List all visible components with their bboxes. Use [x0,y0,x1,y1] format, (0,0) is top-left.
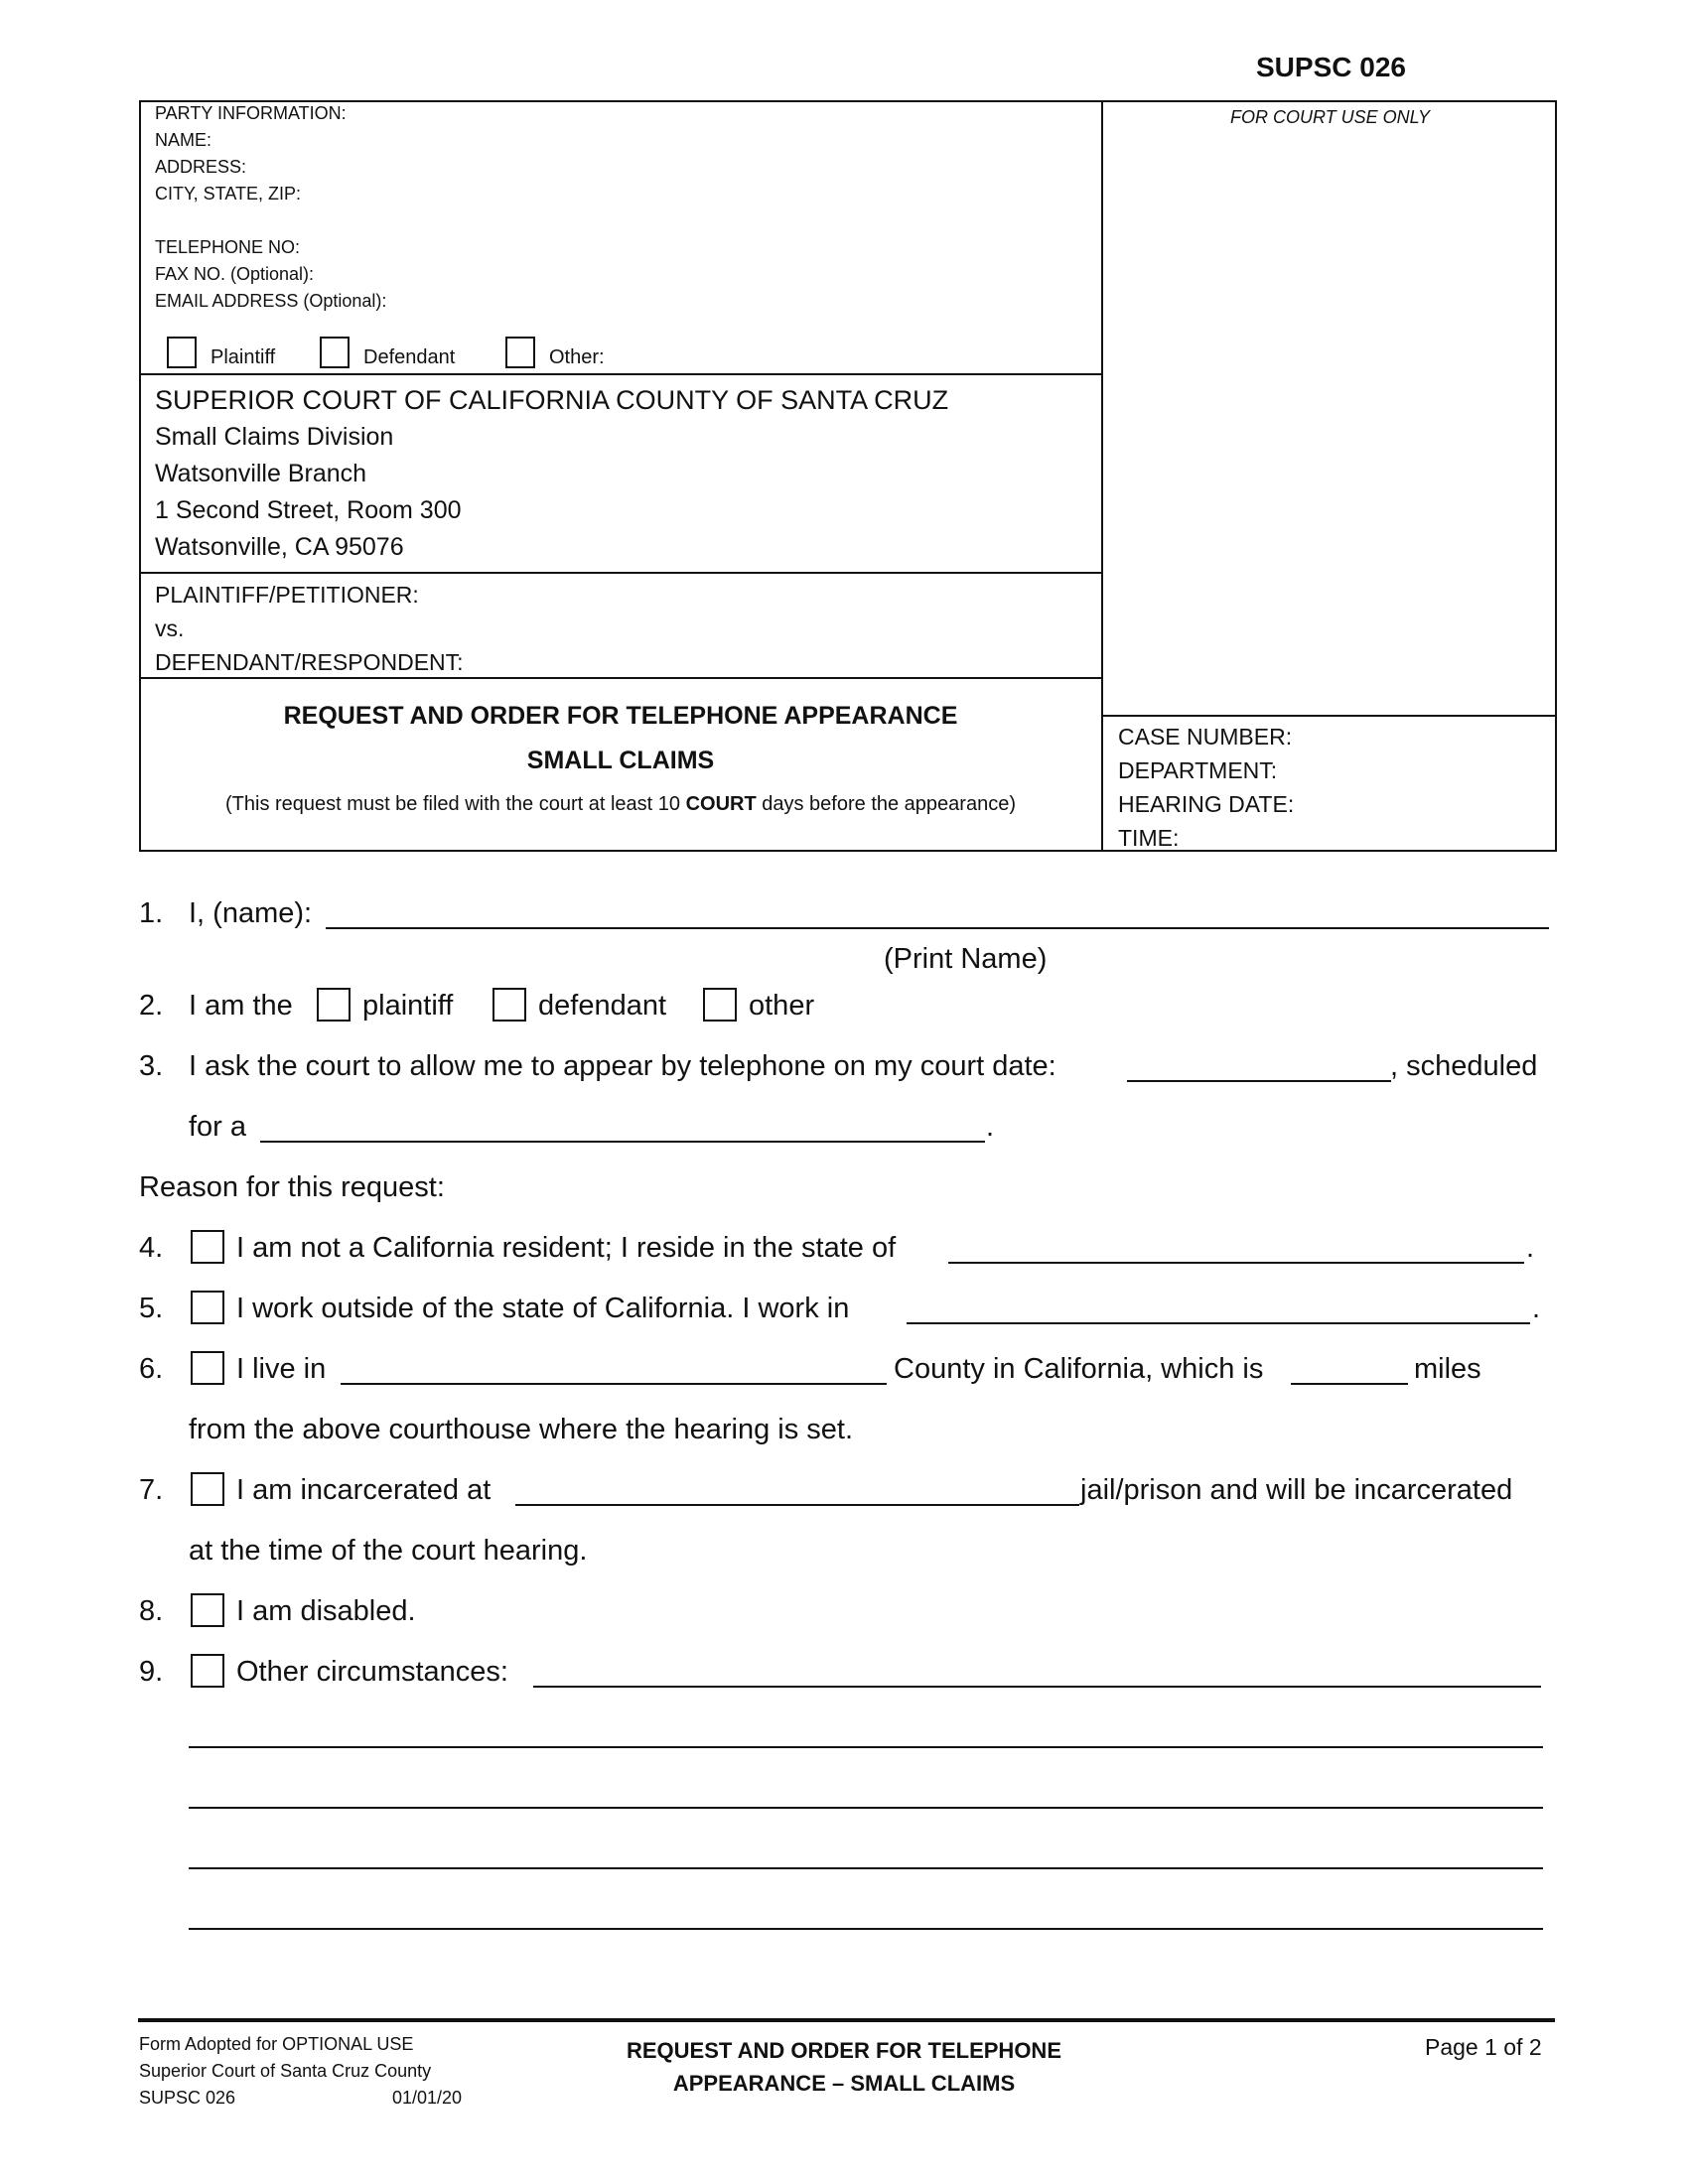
reason-7-checkbox[interactable] [191,1472,224,1506]
item-3-number: 3. [139,1050,164,1082]
role-plaintiff-checkbox[interactable] [167,337,197,368]
hearing-date-label: HEARING DATE: [1118,791,1295,817]
item-3-period: . [986,1111,995,1143]
item-3-text: I ask the court to allow me to appear by telephone on my court date: [189,1050,1056,1082]
party-fax-label: FAX NO. (Optional): [155,264,315,284]
defendant-label: DEFENDANT/RESPONDENT: [155,649,464,675]
item-4-number: 4. [139,1232,164,1264]
footer-code: SUPSC 026 [139,2088,236,2108]
role-defendant-label: Defendant [363,346,456,368]
role-other-label: Other: [549,346,605,368]
item-3-for-a: for a [189,1111,247,1143]
case-number-label: CASE NUMBER: [1118,724,1293,750]
item-6-miles: miles [1414,1353,1481,1385]
party-plaintiff-checkbox[interactable] [317,988,351,1022]
party-city-label: CITY, STATE, ZIP: [155,184,302,204]
footer-court: Superior Court of Santa Cruz County [139,2061,432,2081]
reason-heading: Reason for this request: [139,1171,445,1203]
party-phone-label: TELEPHONE NO: [155,237,301,257]
parties-block [155,578,464,679]
item-8-text: I am disabled. [236,1595,416,1627]
footer-page-number: Page 1 of 2 [1425,2034,1542,2060]
plaintiff-label: PLAINTIFF/PETITIONER: [155,582,419,608]
other-circumstances-line-3[interactable] [189,1807,1543,1809]
state-of-residence-line[interactable] [948,1262,1524,1264]
court-use-label: FOR COURT USE ONLY [1229,107,1431,127]
court-parties-divider [139,572,1102,574]
item-8-number: 8. [139,1595,164,1627]
time-label: TIME: [1118,825,1180,851]
party-defendant-checkbox[interactable] [492,988,526,1022]
party-email-label: EMAIL ADDRESS (Optional): [155,291,387,311]
party-plaintiff-option: plaintiff [362,990,454,1022]
footer-title [556,2034,1132,2100]
party-header: PARTY INFORMATION: [155,103,347,123]
item-5-period: . [1532,1293,1541,1324]
court-name: SUPERIOR COURT OF CALIFORNIA COUNTY OF SANTA CRUZ [155,385,949,415]
item-7-line2: at the time of the court hearing. [189,1535,588,1567]
miles-line[interactable] [1291,1383,1408,1385]
item-1-label: I, (name): [189,897,313,929]
court-info-block [155,382,948,566]
item-6-number: 6. [139,1353,164,1385]
party-other-checkbox[interactable] [703,988,737,1022]
item-6-county-text: County in California, which is [894,1353,1264,1385]
item-4-text: I am not a California resident; I reside in the state of [236,1232,897,1264]
reason-6-checkbox[interactable] [191,1351,224,1385]
item-6-text: I live in [236,1353,327,1385]
caption-divider [1101,100,1103,852]
item-6-line2: from the above courthouse where the hearing is set. [189,1414,853,1445]
party-other-option: other [749,990,815,1022]
footer-date: 01/01/20 [392,2088,463,2108]
item-2-number: 2. [139,990,164,1022]
work-location-line[interactable] [907,1322,1530,1324]
name-line[interactable] [326,927,1549,929]
item-5-text: I work outside of the state of California. I work in [236,1293,850,1324]
item-5-number: 5. [139,1293,164,1324]
item-4-period: . [1526,1232,1535,1264]
party-court-divider [139,373,1102,375]
party-info-block [155,100,386,315]
other-circumstances-line-4[interactable] [189,1867,1543,1869]
county-line[interactable] [341,1383,887,1385]
item-2-label: I am the [189,990,293,1022]
item-3-scheduled: , scheduled [1390,1050,1538,1082]
role-defendant-checkbox[interactable] [320,337,350,368]
court-branch: Watsonville Branch [155,460,367,487]
other-circumstances-line[interactable] [533,1686,1541,1688]
footer-title-line2: APPEARANCE – SMALL CLAIMS [672,2071,1016,2096]
footer-adopted: Form Adopted for OPTIONAL USE [139,2034,414,2054]
item-1-number: 1. [139,897,164,929]
form-title: REQUEST AND ORDER FOR TELEPHONE APPEARANCE [283,702,958,730]
item-7-text: I am incarcerated at [236,1474,492,1506]
role-plaintiff-label: Plaintiff [211,346,276,368]
facility-line[interactable] [515,1504,1079,1506]
court-street: 1 Second Street, Room 300 [155,496,462,524]
role-other-checkbox[interactable] [505,337,535,368]
filing-note: (This request must be filed with the court at least 10 COURT days before the appearance) [225,793,1016,815]
other-circumstances-line-5[interactable] [189,1928,1543,1930]
form-subtitle: SMALL CLAIMS [526,747,715,774]
other-circumstances-line-2[interactable] [189,1746,1543,1748]
court-division: Small Claims Division [155,423,394,451]
reason-5-checkbox[interactable] [191,1291,224,1324]
department-label: DEPARTMENT: [1118,757,1278,783]
footer-title-line1: REQUEST AND ORDER FOR TELEPHONE [627,2038,1061,2063]
print-name-caption: (Print Name) [884,943,1048,975]
hearing-type-line[interactable] [260,1141,985,1143]
item-9-text: Other circumstances: [236,1656,508,1688]
party-defendant-option: defendant [538,990,667,1022]
party-address-label: ADDRESS: [155,157,247,177]
court-date-line[interactable] [1127,1080,1391,1082]
court-use-case-divider [1101,715,1557,717]
court-city: Watsonville, CA 95076 [155,533,404,561]
party-name-label: NAME: [155,130,212,150]
item-7-jail-text: jail/prison and will be incarcerated [1080,1474,1513,1506]
reason-4-checkbox[interactable] [191,1230,224,1264]
form-code: SUPSC 026 [1256,52,1406,82]
reason-9-checkbox[interactable] [191,1654,224,1688]
vs-label: vs. [155,615,185,641]
item-7-number: 7. [139,1474,164,1506]
item-9-number: 9. [139,1656,164,1688]
footer-rule [138,2018,1555,2022]
case-info-block [1118,720,1294,855]
reason-8-checkbox[interactable] [191,1593,224,1627]
